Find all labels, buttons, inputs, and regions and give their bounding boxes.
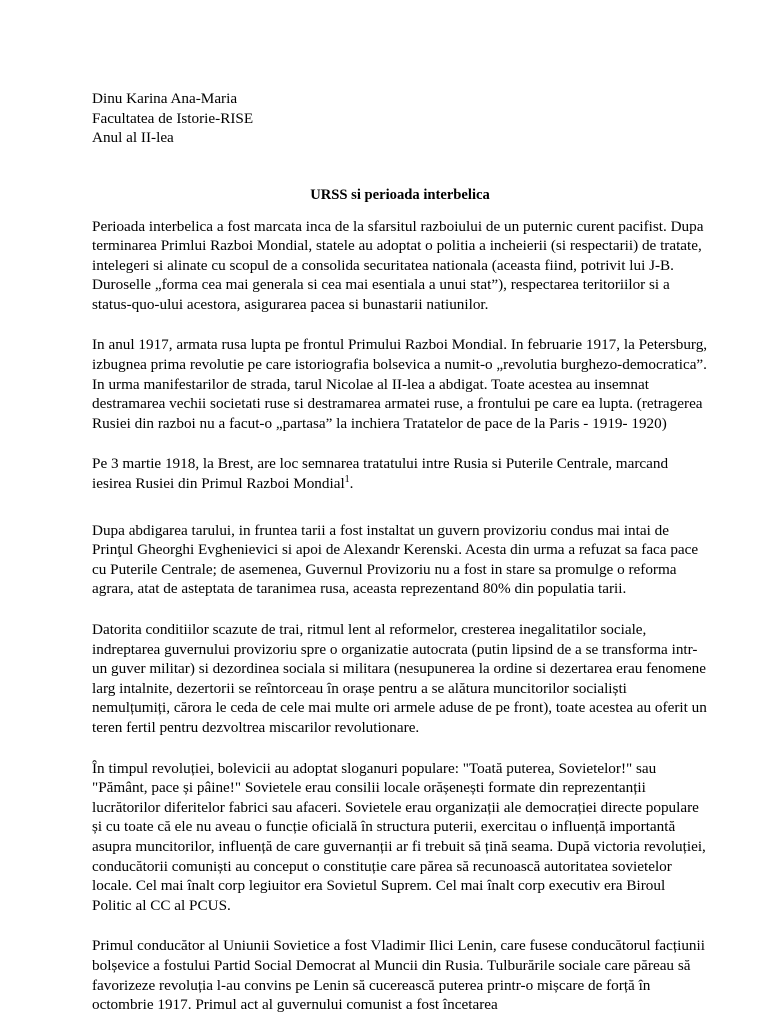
- footnote-marker[interactable]: 1: [344, 473, 350, 485]
- faculty-name: Facultatea de Istorie-RISE: [92, 109, 254, 127]
- author-name: Dinu Karina Ana-Maria: [92, 90, 238, 107]
- paragraph-3-text: Pe 3 martie 1918, la Brest, are loc semnarea tratatului intre Rusia si Puterile Centrale, marcand iesirea Rusiei din Primul Razboi Mondial: [92, 455, 669, 493]
- study-year: Anul al II-lea: [92, 129, 174, 146]
- paragraph-4: Dupa abdigarea tarului, in fruntea tarii a fost instaltat un guvern provizoriu condus mai intai de Prinţul Gheorghi Evghenievici si apoi de Alexandr Kerenski. Acesta din urma a refuzat sa faca pace cu Puterile Centrale; de asemenea, Guvernul Provizoriu nu a fost in stare sa promulge o reforma agrara, atat de asteptata de taranimea rusa, aceasta reprezentand 80% din populatia tarii.: [92, 521, 699, 598]
- paragraph-6: În timpul revoluției, bolevicii au adoptat sloganuri populare: "Toată puterea, Sovietelor!" sau "Pământ, pace și pâine!" Sovietele erau consilii locale orășenești formate din reprezentanții lucrătorilor diferitelor fabrici sau afaceri. Sovietele erau organizații ale democrației directe populare și cu toate că ele nu aveau o funcție oficială în structura puterii, exercitau o influență importantă asupra muncitorilor, influență de care guvernanții ar fi trebuit să țină seama. După victoria revoluției, conducătorii comuniști au conceput o constituție care părea să recunoască autoritatea sovietelor locale. Cel mai înalt corp legiuitor era Sovietul Suprem. Cel mai înalt corp executiv era Biroul Politic al CC al PCUS.: [92, 759, 706, 914]
- document-title: URSS si perioada interbelica: [310, 186, 490, 203]
- paragraph-3: [92, 454, 708, 493]
- paragraph-3-end: .: [349, 475, 354, 493]
- paragraph-2: In anul 1917, armata rusa lupta pe frontul Primului Razboi Mondial. In februarie 1917, la Petersburg, izbugnea prima revolutie pe care istoriografia bolsevica a numit-o „revolutia burghezo-democratica”. In urma manifestarilor de strada, tarul Nicolae al II-lea a abdigat. Toate acestea au insemnat destramarea vechii societati ruse si destramarea armatei ruse, a frontului pe care ea lupta. (retragerea Rusiei din razboi nu a facut-o „partasa” la inchiera Tratatelor de pace de la Paris - 1919- 1920): [92, 336, 708, 432]
- paragraph-7: Primul conducător al Uniunii Sovietice a fost Vladimir Ilici Lenin, care fusese conducătorul facțiunii bolșevice a fostului Partid Social Democrat al Muncii din Rusia. Tulburările sociale care păreau să favorizeze revoluția l-au convins pe Lenin să cucerească puterea printr-o mișcare de forță în octombrie 1917. Primul act al guvernului comunist a fost încetarea: [92, 937, 705, 1014]
- paragraph-5: Datorita conditiilor scazute de trai, ritmul lent al reformelor, cresterea inegalitatilor sociale, indreptarea guvernului provizoriu spre o organizatie autocrata (putin lipsind de a se transforma intr-un guver militar) si dezordinea sociala si militara (nesupunerea la ordine si dezertarea erau fenomene larg intalnite, dezertorii se reîntorceau în orașe pentru a se alătura muncitorilor socialiști nemulțumiți, cărora le ceda de cele mai multe ori armele aduse de pe front), toate acestea au oferit un teren fertil pentru dezvoltrea miscarilor revolutionare.: [92, 621, 707, 736]
- paragraph-1: Perioada interbelica a fost marcata inca de la sfarsitul razboiului de un puternic curent pacifist. Dupa terminarea Primlui Razboi Mondial, statele au adoptat o politia a incheierii (si respectarii) de tratate, intelegeri si alinate cu scopul de a consolida securitatea nationala (aceasta fiind, potrivit lui J-B. Duroselle „forma cea mai generala si cea mai esentiala a unui stat”), respectarea teritoriilor si a status-quo-ului acestora, asigurarea pacea si bunastarii natiunilor.: [92, 217, 704, 313]
